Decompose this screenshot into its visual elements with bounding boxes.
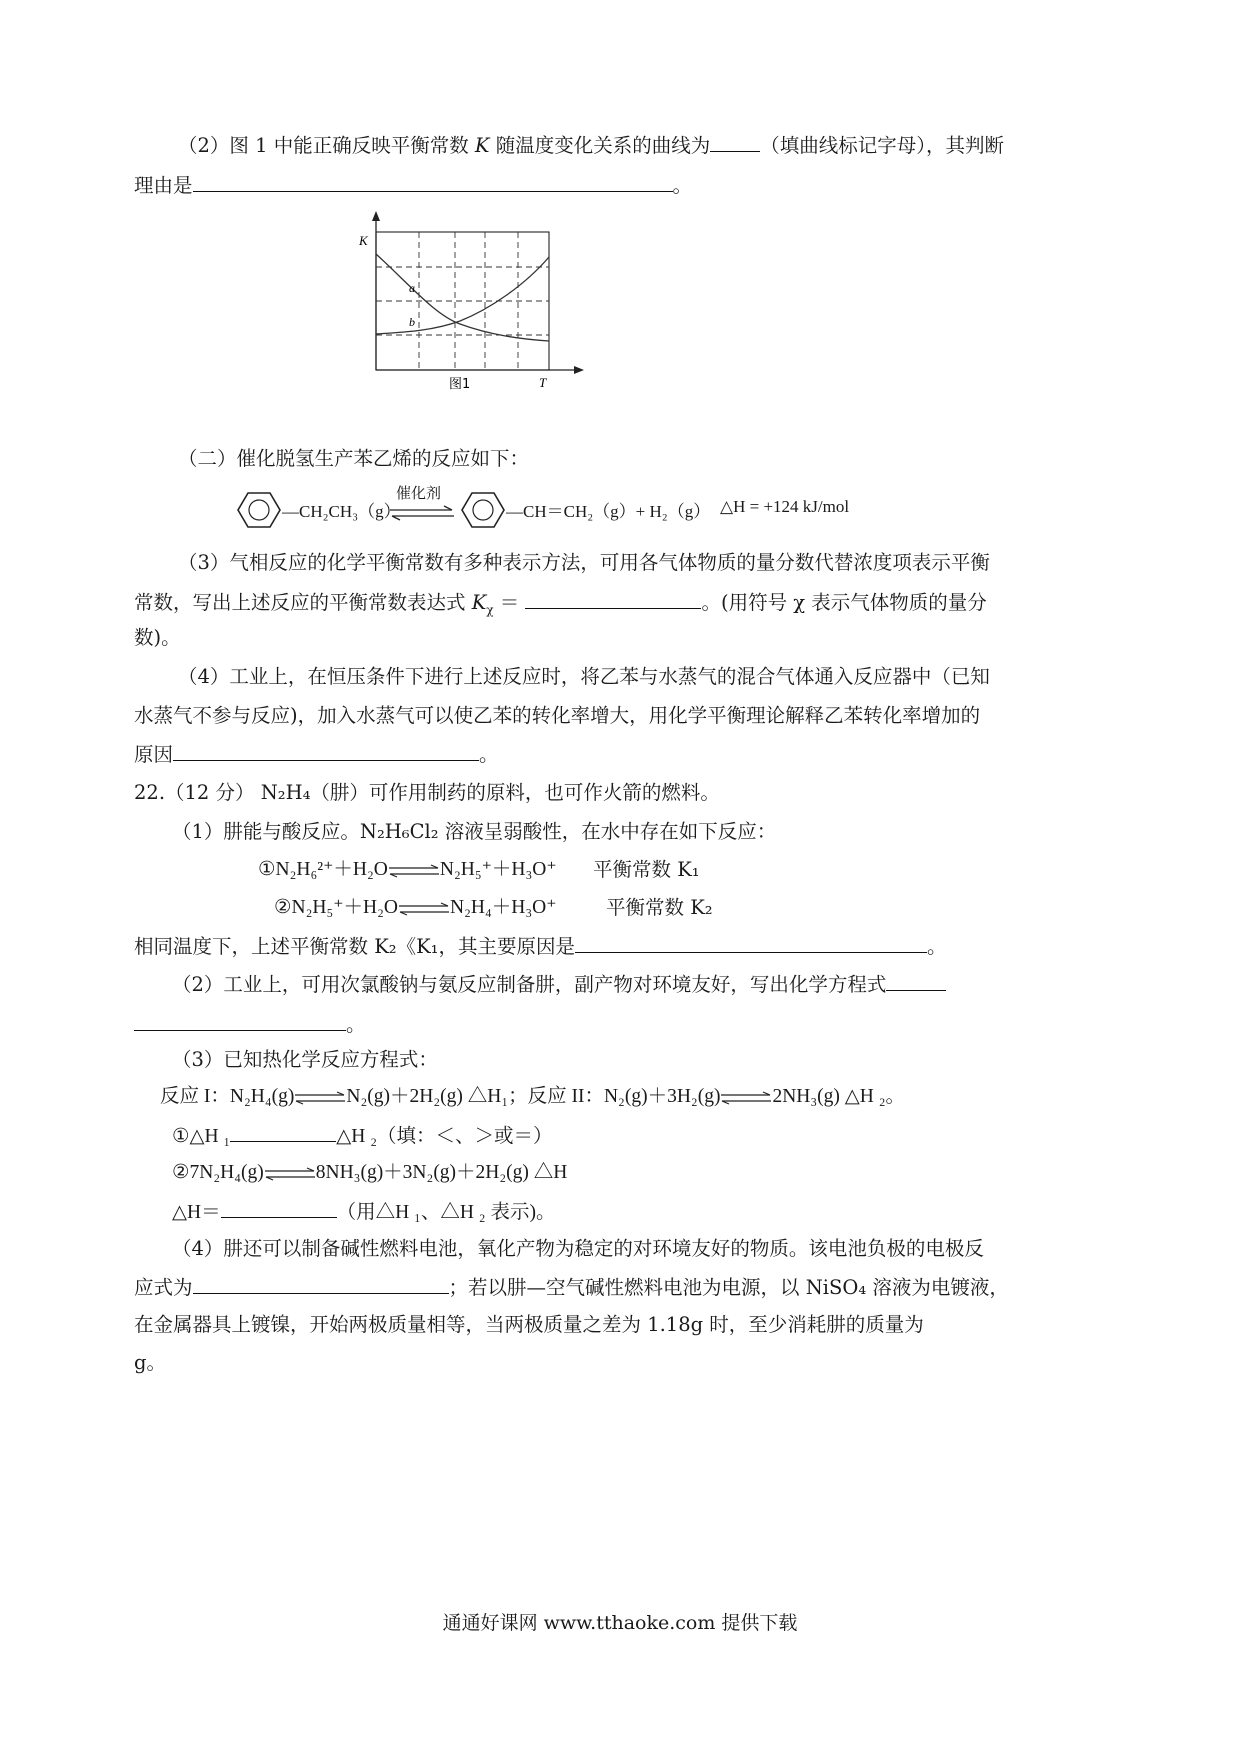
equilibrium-arrow-icon <box>398 902 450 916</box>
q3-text-b: 。(用符号 χ 表示气体物质的量分 <box>701 591 987 614</box>
q3-k-subscript: χ <box>486 602 494 617</box>
q2-text-b: 随温度变化关系的曲线为 <box>489 134 711 157</box>
q22-p3-reactions <box>160 1083 905 1111</box>
p1-end-text: 相同温度下，上述平衡常数 K₂《K₁，其主要原因是 <box>134 935 575 958</box>
product-label: —CH＝CH₂（g）+ H₂（g） <box>506 502 711 521</box>
reactant-label: —CH₂CH₃（g） <box>282 502 401 521</box>
q22-p2-cont <box>134 1010 366 1039</box>
q22-p1-end <box>134 932 947 961</box>
p4-text-b: ；若以肼—空气碱性燃料电池为电源，以 NiSO₄ 溶液为电镀液， <box>448 1276 1009 1299</box>
q22-reaction-1 <box>258 856 557 884</box>
q4-reason-label: 原因 <box>134 743 174 766</box>
y-axis-label: K <box>359 233 368 248</box>
q4-line3 <box>134 740 499 769</box>
equilibrium-arrow-icon <box>720 1091 772 1105</box>
p1-blank-reason[interactable] <box>575 932 927 953</box>
q3-k-symbol: K <box>471 591 487 614</box>
r1-left: ①N₂H₆²⁺＋H₂O <box>258 859 388 880</box>
catalyst-label: 催化剂 <box>396 484 442 502</box>
q22-p1: （1）肼能与酸反应。N₂H₆Cl₂ 溶液呈弱酸性，在水中存在如下反应： <box>172 820 777 843</box>
p3-3-text-a: △H＝ <box>172 1202 221 1223</box>
q4-blank-reason[interactable] <box>173 740 479 761</box>
enthalpy-label: △H = +124 kJ/mol <box>720 497 850 516</box>
p3-2-text-a: ②7N₂H₄(g) <box>172 1162 264 1183</box>
curve-b <box>376 257 549 334</box>
p3-1-text-a: ①△H ₁ <box>172 1126 231 1147</box>
q3-blank-expression[interactable] <box>525 588 701 609</box>
q22-p4-line3: 在金属器具上镀镍，开始两极质量相等，当两极质量之差为 1.18g 时，至少消耗肼的质量为 <box>134 1313 924 1336</box>
p2-blank-start[interactable] <box>886 970 946 991</box>
equilibrium-arrow-icon <box>264 1167 316 1181</box>
q3-line2 <box>134 588 987 617</box>
equilibrium-arrow-icon <box>388 505 456 521</box>
p2-period: 。 <box>346 1013 366 1036</box>
r1-right: N₂H₅⁺＋H₃O⁺ <box>439 859 557 880</box>
r2-left: ②N₂H₅⁺＋H₂O <box>274 897 398 918</box>
equilibrium-arrow-icon <box>388 864 440 878</box>
q3-line1: （3）气相反应的化学平衡常数有多种表示方法，可用各气体物质的量分数代替浓度项表示平衡 <box>178 551 990 574</box>
p2-blank-equation[interactable] <box>134 1010 346 1031</box>
q2-text-a: （2）图 1 中能正确反映平衡常数 <box>178 134 475 157</box>
x-axis-label: T <box>539 375 547 390</box>
page-footer: 通通好课网 www.tthaoke.com 提供下载 <box>442 1612 798 1634</box>
q22-p2 <box>172 970 946 999</box>
q22-reaction-2 <box>274 894 557 922</box>
benzene-ring-icon <box>236 490 282 530</box>
styrene-reaction <box>236 486 876 534</box>
figure-1-chart <box>340 205 600 400</box>
p3-1-blank[interactable] <box>230 1121 336 1142</box>
q4-line1: （4）工业上，在恒压条件下进行上述反应时，将乙苯与水蒸气的混合气体通入反应器中（已知 <box>178 665 990 688</box>
p3-2-text-b: 8NH₃(g)＋3N₂(g)＋2H₂(g) △H <box>315 1162 568 1183</box>
p1-period: 。 <box>926 935 947 958</box>
q4-line2: 水蒸气不参与反应)，加入水蒸气可以使乙苯的转化率增大，用化学平衡理论解释乙苯转化率增加的 <box>134 704 981 727</box>
q22-title: 22.（12 分） N₂H₄（肼）可作用制药的原料，也可作火箭的燃料。 <box>134 781 720 804</box>
q22-p3: （3）已知热化学反应方程式： <box>172 1048 438 1071</box>
p3-r-text-a: 反应 I：N₂H₄(g) <box>160 1086 295 1107</box>
q3-text-a: 常数，写出上述反应的平衡常数表达式 <box>134 591 472 614</box>
p3-r-text-b: N₂(g)＋2H₂(g) △H₁；反应 II：N₂(g)＋3H₂(g) <box>346 1086 721 1107</box>
q2-k-symbol: K <box>474 134 490 157</box>
p4-blank-electrode[interactable] <box>193 1273 449 1294</box>
p4-text-a: 应式为 <box>134 1276 193 1299</box>
p2-text: （2）工业上，可用次氯酸钠与氨反应制备肼，副产物对环境友好，写出化学方程式 <box>172 973 887 996</box>
curve-b-label: b <box>409 315 415 329</box>
q4-period: 。 <box>479 743 499 766</box>
q2-reason-label: 理由是 <box>134 174 193 197</box>
r1-constant: 平衡常数 K₁ <box>593 858 700 881</box>
q2-line1 <box>178 131 1004 160</box>
p3-r-text-c: 2NH₃(g) △H ₂。 <box>772 1086 906 1107</box>
q22-p3-2 <box>172 1159 567 1187</box>
q2-period: 。 <box>672 174 693 197</box>
q22-p4-line1: （4）肼还可以制备碱性燃料电池，氧化产物为稳定的对环境友好的物质。该电池负极的电极反 <box>172 1237 984 1260</box>
q2-line2 <box>134 171 692 200</box>
p3-3-blank[interactable] <box>221 1197 337 1218</box>
benzene-ring-icon-2 <box>460 490 506 530</box>
r2-right: N₂H₄＋H₃O⁺ <box>450 897 557 918</box>
equilibrium-arrow-icon <box>294 1091 346 1105</box>
p3-3-text-b: （用△H ₁、△H ₂ 表示)。 <box>336 1202 556 1223</box>
q2-text-c: （填曲线标记字母），其判断 <box>760 134 1004 157</box>
p3-1-text-b: △H ₂（填：＜、＞或＝） <box>336 1126 553 1147</box>
q22-p4-line4: g。 <box>134 1351 166 1374</box>
r2-constant: 平衡常数 K₂ <box>606 896 713 919</box>
q22-p3-3 <box>172 1197 555 1227</box>
q2-blank-reason[interactable] <box>193 171 673 192</box>
q3-line3: 数)。 <box>134 626 181 649</box>
part2-heading: （二）催化脱氢生产苯乙烯的反应如下： <box>178 447 530 470</box>
q2-blank-curve[interactable] <box>710 131 760 152</box>
q22-p4-line2 <box>134 1273 1009 1302</box>
curve-a-label: a <box>409 281 415 295</box>
figure-caption: 图1 <box>449 377 471 392</box>
q3-equals: ＝ <box>493 591 526 614</box>
q22-p3-1 <box>172 1121 553 1151</box>
